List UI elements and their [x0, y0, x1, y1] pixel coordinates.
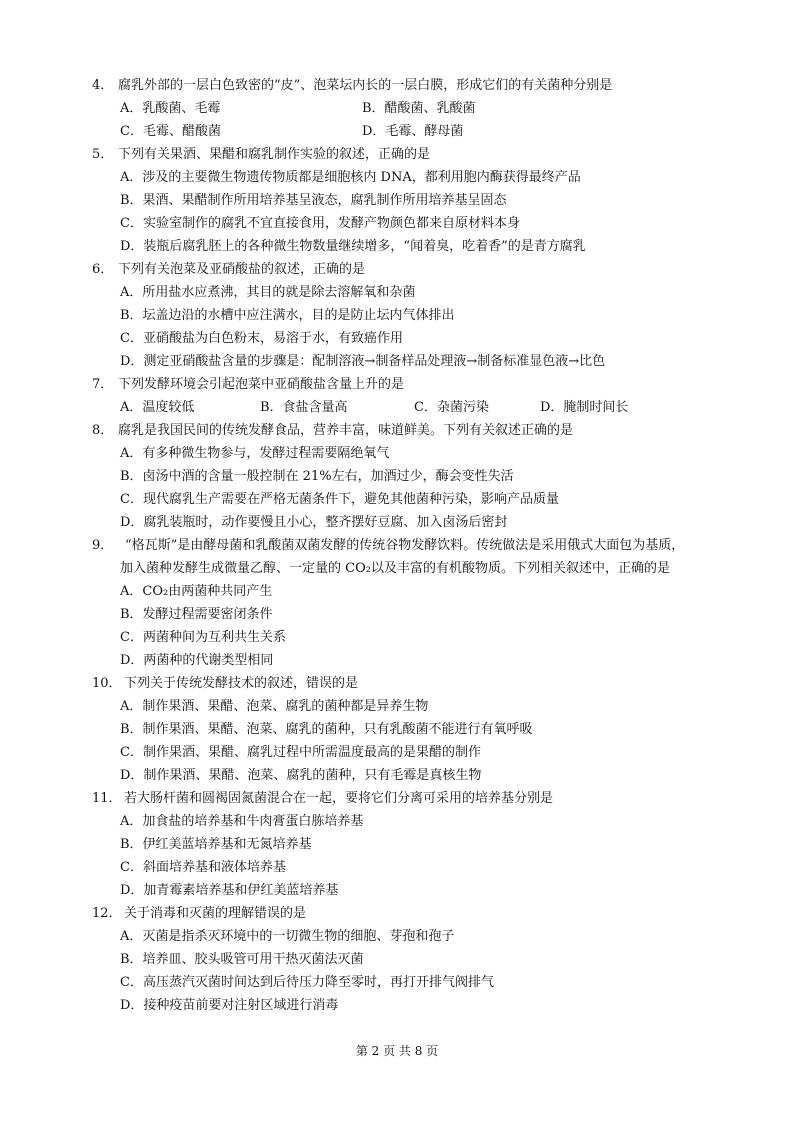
- question-stem: [92, 373, 732, 396]
- option-d: D．腌制时间长: [540, 400, 629, 415]
- option-d: D．毛霉、酵母菌: [362, 124, 464, 139]
- option-d: D．装瓶后腐乳胚上的各种微生物数量继续增多，“闻着臭，吃着香”的是青方腐乳: [120, 239, 586, 254]
- option-a: A．温度较低: [120, 400, 195, 415]
- option-c: C．亚硝酸盐为白色粉末，易溶于水，有致癌作用: [120, 331, 403, 346]
- question-5: [92, 143, 732, 258]
- question-stem-continued: [92, 557, 732, 580]
- question-list: [92, 74, 732, 1017]
- option-a: A．有多种微生物参与，发酵过程需要隔绝氧气: [120, 446, 390, 461]
- question-text: 加入菌种发酵生成微量乙醇、一定量的 CO₂以及丰富的有机酸物质。下列相关叙述中，正确的是: [120, 561, 670, 576]
- option-b: B．食盐含量高: [260, 400, 348, 415]
- question-stem: [92, 672, 732, 695]
- question-text: 下列发酵环境会引起泡菜中亚硝酸盐含量上升的是: [118, 377, 405, 392]
- question-11: [92, 787, 732, 902]
- option-row: [92, 396, 732, 419]
- option-b: B．制作果酒、果醋、泡菜、腐乳的菌种，只有乳酸菌不能进行有氧呼吸: [120, 722, 533, 737]
- option-c: C．毛霉、醋酸菌: [120, 124, 221, 139]
- question-text: 腐乳外部的一层白色致密的“皮”、泡菜坛内长的一层白膜，形成它们的有关菌种分别是: [118, 78, 613, 93]
- option-c: C．制作果酒、果醋、腐乳过程中所需温度最高的是果醋的制作: [120, 745, 481, 760]
- option-d: D．两菌种的代谢类型相同: [120, 653, 274, 668]
- option-d: D．测定亚硝酸盐含量的步骤是：配制溶液→制备样品处理液→制备标准显色液→比色: [120, 354, 606, 369]
- option-d: D．接种疫苗前要对注射区域进行消毒: [120, 998, 339, 1013]
- option-c: C．现代腐乳生产需要在严格无菌条件下，避免其他菌种污染，影响产品质量: [120, 492, 559, 507]
- question-7: [92, 373, 732, 419]
- question-stem: [92, 258, 732, 281]
- option-c: C．实验室制作的腐乳不宜直接食用，发酵产物颜色都来自原材料本身: [120, 216, 520, 231]
- question-number: 9．: [92, 538, 114, 553]
- option-c: C．两菌种间为互利共生关系: [120, 630, 286, 645]
- question-number: 12．: [92, 906, 122, 921]
- question-stem: [92, 74, 732, 97]
- question-text: 下列有关果酒、果醋和腐乳制作实验的叙述，正确的是: [118, 147, 431, 162]
- option-b: B．坛盖边沿的水槽中应注满水，目的是防止坛内气体排出: [120, 308, 455, 323]
- page-footer: 第 2 页 共 8 页: [355, 1044, 439, 1058]
- question-text: 若大肠杆菌和圆褐固氮菌混合在一起，要将它们分离可采用的培养基分别是: [124, 791, 554, 806]
- option-c: C．高压蒸汽灭菌时间达到后待压力降至零时，再打开排气阀排气: [120, 975, 494, 990]
- question-number: 5．: [92, 147, 114, 162]
- option-row: [92, 97, 732, 120]
- option-b: B．醋酸菌、乳酸菌: [362, 101, 476, 116]
- question-text: 下列关于传统发酵技术的叙述，错误的是: [124, 676, 359, 691]
- option-a: A．灭菌是指杀灭环境中的一切微生物的细胞、芽孢和孢子: [120, 929, 455, 944]
- question-stem: [92, 419, 732, 442]
- question-number: 11．: [92, 791, 122, 806]
- option-d: D．加青霉素培养基和伊红美蓝培养基: [120, 883, 339, 898]
- question-number: 10．: [92, 676, 122, 691]
- question-12: [92, 902, 732, 1017]
- question-number: 4．: [92, 78, 114, 93]
- question-text: 关于消毒和灭菌的理解错误的是: [124, 906, 307, 921]
- option-b: B．发酵过程需要密闭条件: [120, 607, 273, 622]
- question-stem: [92, 534, 732, 557]
- option-a: A．乳酸菌、毛霉: [120, 101, 221, 116]
- option-a: A．涉及的主要微生物遗传物质都是细胞核内 DNA，都利用胞内酶获得最终产品: [120, 170, 581, 185]
- option-c: C．杂菌污染: [414, 400, 489, 415]
- question-number: 7．: [92, 377, 114, 392]
- question-stem: [92, 787, 732, 810]
- question-number: 8．: [92, 423, 114, 438]
- option-c: C．斜面培养基和液体培养基: [120, 860, 286, 875]
- question-text: “格瓦斯”是由酵母菌和乳酸菌双菌发酵的传统谷物发酵饮料。传统做法是采用俄式大面包为基质，: [125, 538, 685, 553]
- option-b: B．伊红美蓝培养基和无氮培养基: [120, 837, 312, 852]
- option-d: D．制作果酒、果醋、泡菜、腐乳的菌种，只有毛霉是真核生物: [120, 768, 482, 783]
- question-4: [92, 74, 732, 143]
- option-b: B．果酒、果醋制作所用培养基呈液态，腐乳制作所用培养基呈固态: [120, 193, 507, 208]
- option-a: A．加食盐的培养基和牛肉膏蛋白胨培养基: [120, 814, 364, 829]
- question-6: [92, 258, 732, 373]
- option-b: B．卤汤中酒的含量一般控制在 21%左右，加酒过少，酶会变性失活: [120, 469, 514, 484]
- question-9: [92, 534, 732, 672]
- option-a: A．所用盐水应煮沸，其目的就是除去溶解氧和杂菌: [120, 285, 416, 300]
- question-10: [92, 672, 732, 787]
- option-row: [92, 120, 732, 143]
- question-stem: [92, 143, 732, 166]
- option-d: D．腐乳装瓶时，动作要慢且小心，整齐摆好豆腐、加入卤汤后密封: [120, 515, 508, 530]
- option-a: A．CO₂由两菌种共同产生: [120, 584, 273, 599]
- question-text: 腐乳是我国民间的传统发酵食品，营养丰富，味道鲜美。下列有关叙述正确的是: [118, 423, 574, 438]
- question-stem: [92, 902, 732, 925]
- option-a: A．制作果酒、果醋、泡菜、腐乳的菌种都是异养生物: [120, 699, 429, 714]
- option-b: B．培养皿、胶头吸管可用干热灭菌法灭菌: [120, 952, 364, 967]
- question-text: 下列有关泡菜及亚硝酸盐的叙述，正确的是: [118, 262, 366, 277]
- question-8: [92, 419, 732, 534]
- question-number: 6．: [92, 262, 114, 277]
